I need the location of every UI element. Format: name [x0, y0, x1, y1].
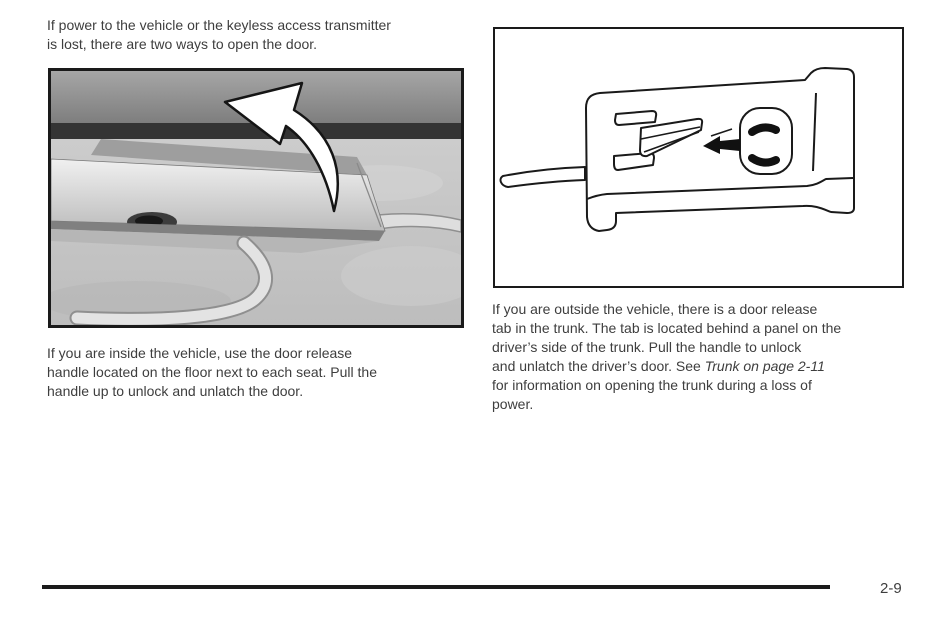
paragraph-line	[492, 357, 841, 376]
caption-line: If you are inside the vehicle, use the door release	[47, 345, 353, 361]
page-number: 2-9	[880, 580, 902, 597]
caption-line: handle located on the floor next to each seat. Pull the	[47, 364, 378, 380]
paragraph-line: for information on opening the trunk during a loss of	[492, 377, 812, 393]
paragraph-line: driver’s side of the trunk. Pull the handle to unlock	[492, 339, 802, 355]
intro-line-2: is lost, there are two ways to open the door.	[47, 36, 318, 52]
release-cable	[501, 167, 585, 187]
trunk-release-tab-figure	[493, 27, 904, 288]
trunk-release-tab-diagram	[495, 29, 902, 286]
inside-vehicle-caption	[47, 344, 377, 401]
paragraph-text: and unlatch the driver’s door. See	[492, 358, 705, 374]
door-release-handle-photo	[48, 68, 464, 328]
grip-mark-bottom	[752, 158, 776, 163]
caption-line: handle up to unlock and unlatch the door.	[47, 383, 304, 399]
outside-vehicle-paragraph	[492, 300, 841, 414]
footer-rule	[42, 585, 830, 589]
trunk-page-reference: Trunk on page 2-11	[704, 358, 825, 374]
intro-line-1: If power to the vehicle or the keyless access transmitter	[47, 17, 391, 33]
paragraph-line: tab in the trunk. The tab is located behind a panel on the	[492, 320, 842, 336]
paragraph-line: power.	[492, 396, 534, 412]
paragraph-line: If you are outside the vehicle, there is a door release	[492, 301, 818, 317]
door-release-handle-photo-art	[51, 71, 461, 325]
vent-slot-upper	[615, 111, 656, 125]
intro-paragraph	[47, 16, 391, 54]
grip-mark-top	[752, 127, 776, 132]
